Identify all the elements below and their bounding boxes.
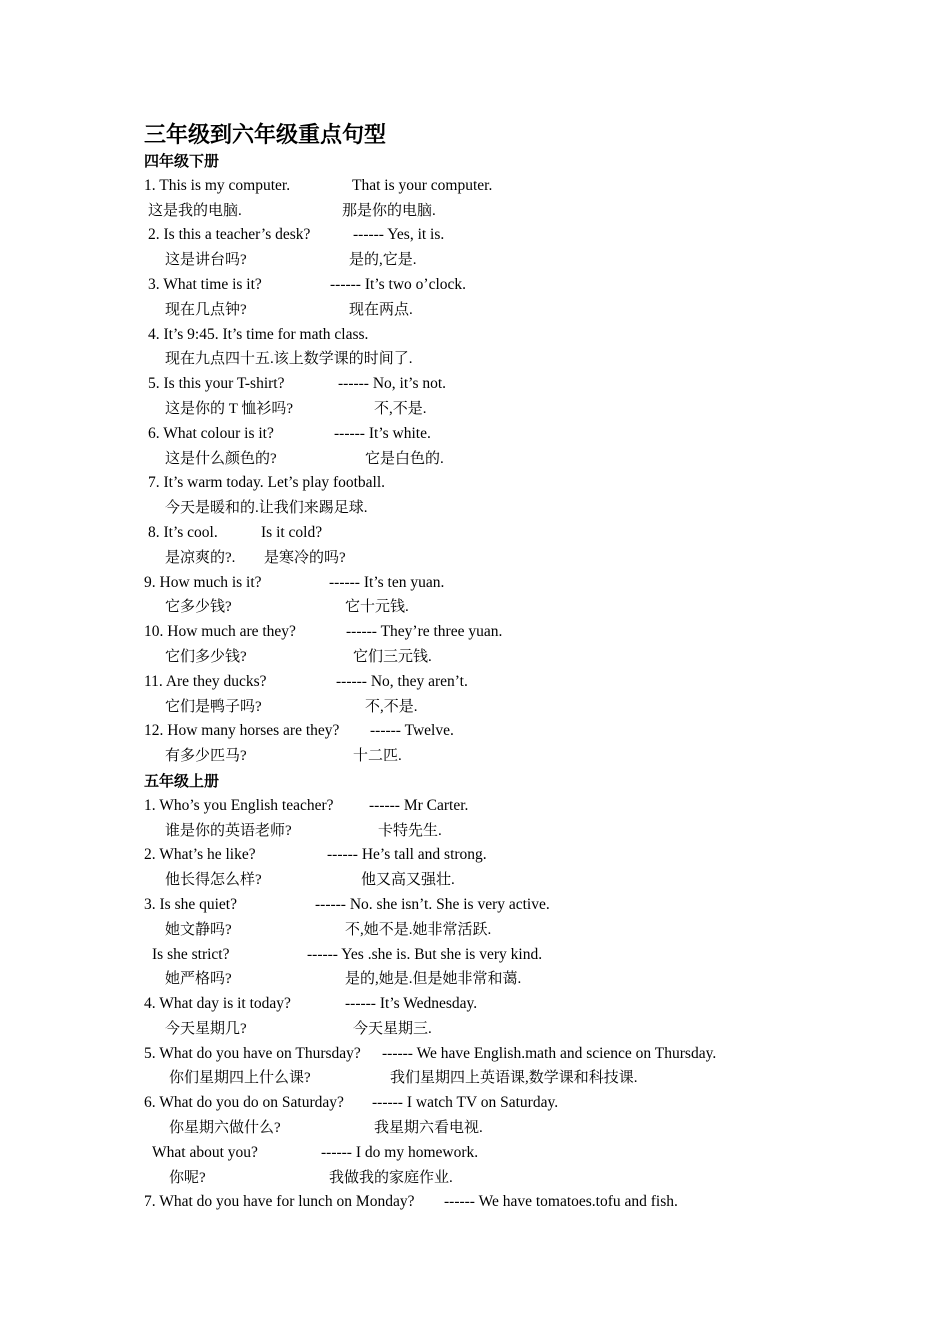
question-translation: 你星期六做什么?	[169, 1120, 281, 1137]
question-translation: 它们多少钱?	[165, 648, 247, 665]
question-text: 6. What colour is it?	[148, 424, 274, 442]
sentence-line	[144, 571, 924, 596]
answer-translation: 不,不是.	[374, 400, 427, 417]
question-text: 8. It’s cool.	[148, 523, 218, 541]
question-text: 4. It’s 9:45. It’s time for math class.	[148, 325, 369, 343]
answer-text: ------ No, it’s not.	[338, 375, 447, 393]
translation-line	[144, 496, 924, 521]
answer-text: ------ It’s white.	[334, 424, 431, 442]
sentence-line	[144, 719, 924, 744]
answer-text: ------ No, they aren’t.	[336, 672, 468, 690]
translation-line	[144, 868, 924, 893]
answer-text: ------ We have English.math and science on Thursday.	[382, 1044, 717, 1062]
sentence-line	[144, 620, 924, 645]
document-body	[144, 149, 924, 1215]
question-text: 1. This is my computer.	[144, 176, 291, 194]
question-text: Is she strict?	[152, 945, 230, 963]
question-text: 4. What day is it today?	[144, 995, 291, 1013]
answer-translation: 它是白色的.	[365, 450, 444, 467]
answer-text: ------ Yes .she is. But she is very kind.	[307, 945, 543, 963]
question-text: 11. Are they ducks?	[144, 672, 267, 690]
question-translation: 你们星期四上什么课?	[169, 1070, 311, 1087]
answer-translation: 我星期六看电视.	[374, 1120, 483, 1137]
question-translation: 谁是你的英语老师?	[165, 822, 292, 839]
translation-line	[144, 695, 924, 720]
translation-line	[144, 397, 924, 422]
sentence-line	[144, 670, 924, 695]
answer-translation: 今天星期三.	[353, 1020, 432, 1037]
translation-line	[144, 744, 924, 769]
sentence-line	[144, 1042, 924, 1067]
sentence-line	[144, 323, 924, 348]
answer-translation: 他又高又强壮.	[361, 872, 455, 889]
question-text: 10. How much are they?	[144, 623, 296, 641]
answer-translation: 卡特先生.	[378, 822, 442, 839]
question-text: 7. What do you have for lunch on Monday?	[144, 1193, 415, 1211]
sentence-line	[144, 1190, 924, 1215]
question-text: 5. Is this your T-shirt?	[148, 375, 285, 393]
answer-translation: 那是你的电脑.	[342, 202, 436, 219]
answer-text: ------ Yes, it is.	[353, 226, 445, 244]
question-translation: 它们是鸭子吗?	[165, 698, 262, 715]
answer-translation: 是的,它是.	[349, 252, 417, 269]
question-translation: 这是什么颜色的?	[165, 450, 277, 467]
answer-text: ------ It’s Wednesday.	[345, 995, 478, 1013]
question-translation: 这是我的电脑.	[148, 202, 242, 219]
answer-text: ------ They’re three yuan.	[346, 623, 503, 641]
sentence-line	[144, 521, 924, 546]
sentence-line	[144, 273, 924, 298]
answer-text: ------ I do my homework.	[321, 1143, 479, 1161]
sentence-line	[144, 422, 924, 447]
question-text: 6. What do you do on Saturday?	[144, 1094, 344, 1112]
answer-translation: 现在两点.	[349, 301, 413, 318]
translation-line	[144, 298, 924, 323]
question-translation: 它多少钱?	[165, 599, 232, 616]
answer-translation: 不,不是.	[365, 698, 418, 715]
question-text: 1. Who’s you English teacher?	[144, 796, 334, 814]
sentence-line	[144, 223, 924, 248]
question-text: 5. What do you have on Thursday?	[144, 1044, 361, 1062]
section-heading: 四年级下册	[144, 152, 220, 170]
answer-text: Is it cold?	[261, 523, 323, 541]
question-text: 2. What’s he like?	[144, 846, 256, 864]
question-translation: 你呢?	[169, 1169, 206, 1186]
answer-text: ------ It’s two o’clock.	[330, 275, 467, 293]
sentence-line	[144, 174, 924, 199]
answer-translation: 它十元钱.	[345, 599, 409, 616]
answer-translation: 是的,她是.但是她非常和蔼.	[345, 971, 522, 988]
question-text: 2. Is this a teacher’s desk?	[148, 226, 311, 244]
question-translation: 这是你的 T 恤衫吗?	[165, 400, 294, 417]
translation-line	[144, 1166, 924, 1191]
answer-text: ------ No. she isn’t. She is very active.	[315, 895, 550, 913]
question-translation: 今天星期几?	[165, 1020, 247, 1037]
question-text: 3. Is she quiet?	[144, 895, 237, 913]
translation-line	[144, 819, 924, 844]
answer-text: ------ It’s ten yuan.	[329, 573, 445, 591]
answer-translation: 是寒冷的吗?	[264, 549, 346, 566]
question-translation: 现在九点四十五.该上数学课的时间了.	[165, 351, 413, 368]
question-text: 7. It’s warm today. Let’s play football.	[148, 474, 386, 492]
page-title: 三年级到六年级重点句型	[144, 123, 387, 148]
answer-translation: 十二匹.	[353, 748, 402, 765]
section-heading: 五年级上册	[144, 771, 220, 790]
answer-text: ------ Mr Carter.	[369, 796, 469, 814]
answer-translation: 我做我的家庭作业.	[329, 1169, 453, 1186]
question-text: 3. What time is it?	[148, 275, 262, 293]
question-text: 12. How many horses are they?	[144, 722, 340, 740]
sentence-line	[144, 992, 924, 1017]
translation-line	[144, 595, 924, 620]
sentence-line	[144, 1091, 924, 1116]
question-translation: 这是讲台吗?	[165, 252, 247, 269]
question-translation: 是凉爽的?.	[165, 549, 236, 566]
question-translation: 有多少匹马?	[165, 748, 247, 765]
sentence-line	[144, 843, 924, 868]
question-text: What about you?	[152, 1143, 258, 1161]
question-text: 9. How much is it?	[144, 573, 262, 591]
translation-line	[144, 347, 924, 372]
question-translation: 现在几点钟?	[165, 301, 247, 318]
translation-line	[144, 447, 924, 472]
sentence-line	[144, 943, 924, 968]
sentence-line	[144, 794, 924, 819]
question-translation: 她文静吗?	[165, 921, 232, 938]
answer-text: ------ He’s tall and strong.	[327, 846, 487, 864]
answer-text: That is your computer.	[352, 176, 493, 194]
translation-line	[144, 1017, 924, 1042]
answer-translation: 我们星期四上英语课,数学课和科技课.	[390, 1070, 638, 1087]
answer-translation: 它们三元钱.	[353, 648, 432, 665]
translation-line	[144, 199, 924, 224]
translation-line	[144, 918, 924, 943]
sentence-line	[144, 471, 924, 496]
sentence-line	[144, 1141, 924, 1166]
sentence-line	[144, 372, 924, 397]
answer-text: ------ Twelve.	[370, 722, 454, 740]
translation-line	[144, 645, 924, 670]
translation-line	[144, 1116, 924, 1141]
translation-line	[144, 967, 924, 992]
answer-translation: 不,她不是.她非常活跃.	[345, 921, 492, 938]
question-translation: 他长得怎么样?	[165, 872, 262, 889]
sentence-line	[144, 893, 924, 918]
answer-text: ------ We have tomatoes.tofu and fish.	[444, 1193, 678, 1211]
question-translation: 今天是暖和的.让我们来踢足球.	[165, 500, 368, 517]
translation-line	[144, 546, 924, 571]
translation-line	[144, 248, 924, 273]
answer-text: ------ I watch TV on Saturday.	[372, 1094, 559, 1112]
question-translation: 她严格吗?	[165, 971, 232, 988]
translation-line	[144, 1066, 924, 1091]
